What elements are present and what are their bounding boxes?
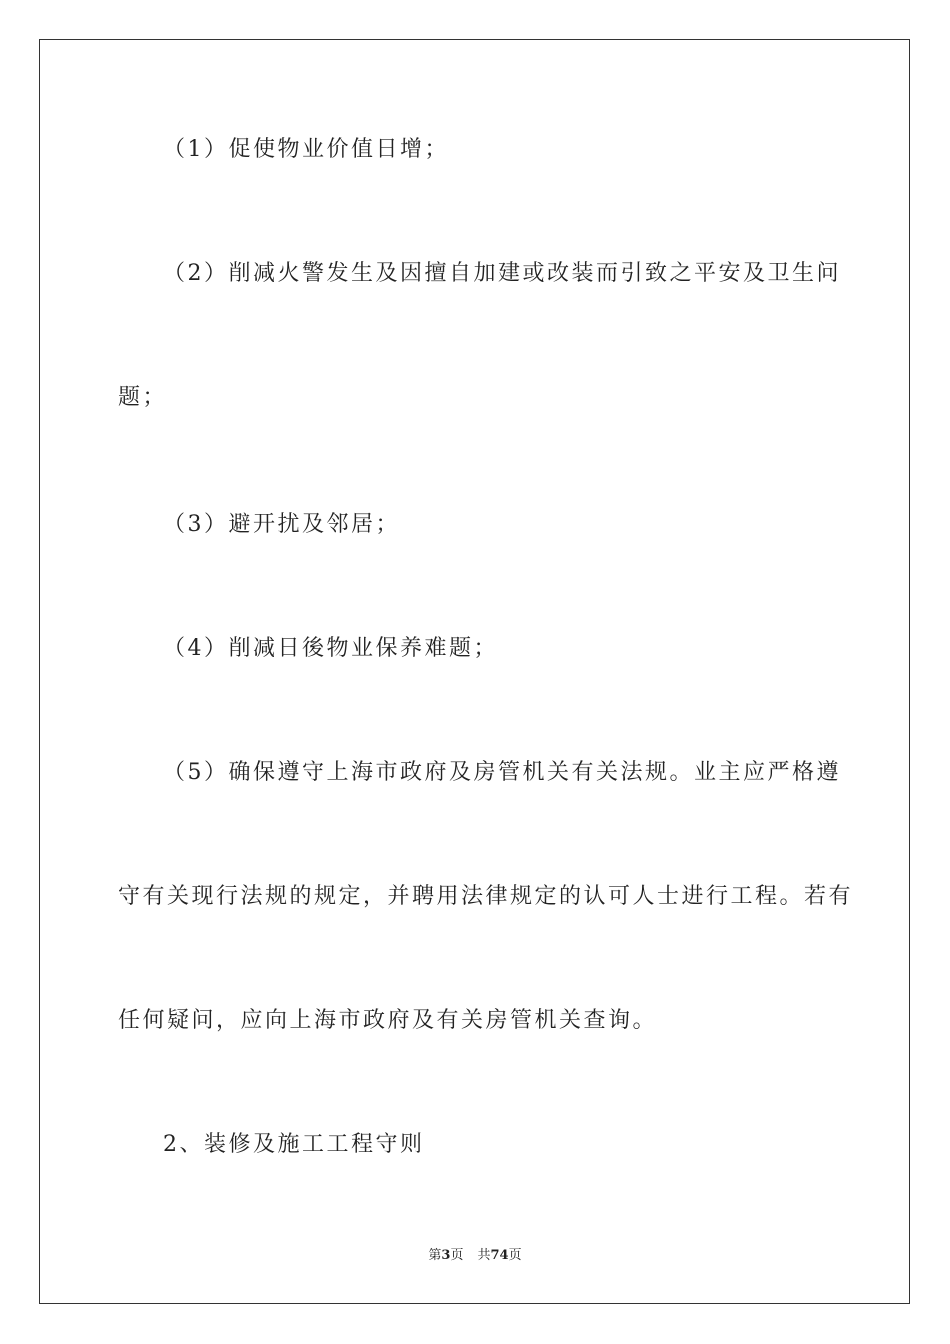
paragraph-item-5-line-3: 任何疑问，应向上海市政府及有关房管机关查询。 bbox=[118, 1008, 658, 1033]
total-suffix: 页 bbox=[508, 1248, 522, 1263]
section-heading: 2、装修及施工工程守则 bbox=[163, 1132, 425, 1157]
paragraph-item-4: （4）削减日後物业保养难题； bbox=[163, 636, 498, 661]
total-pages: 74 bbox=[490, 1248, 509, 1263]
page-suffix: 页 bbox=[450, 1248, 464, 1263]
page-border bbox=[39, 39, 910, 1304]
total-prefix: 共 bbox=[477, 1248, 491, 1263]
page-prefix: 第 bbox=[428, 1248, 442, 1263]
paragraph-item-5: （5）确保遵守上海市政府及房管机关有关法规。业主应严格遵 bbox=[163, 760, 841, 785]
paragraph-item-1: （1）促使物业价值日增； bbox=[163, 137, 449, 162]
page-number: 3 bbox=[441, 1248, 451, 1263]
paragraph-item-2: （2）削减火警发生及因擅自加建或改装而引致之平安及卫生问 bbox=[163, 261, 841, 286]
paragraph-item-5-line-2: 守有关现行法规的规定，并聘用法律规定的认可人士进行工程。若有 bbox=[118, 884, 854, 909]
page-footer bbox=[0, 1247, 950, 1265]
paragraph-item-2-continued: 题； bbox=[118, 385, 168, 410]
paragraph-item-3: （3）避开扰及邻居； bbox=[163, 512, 400, 537]
